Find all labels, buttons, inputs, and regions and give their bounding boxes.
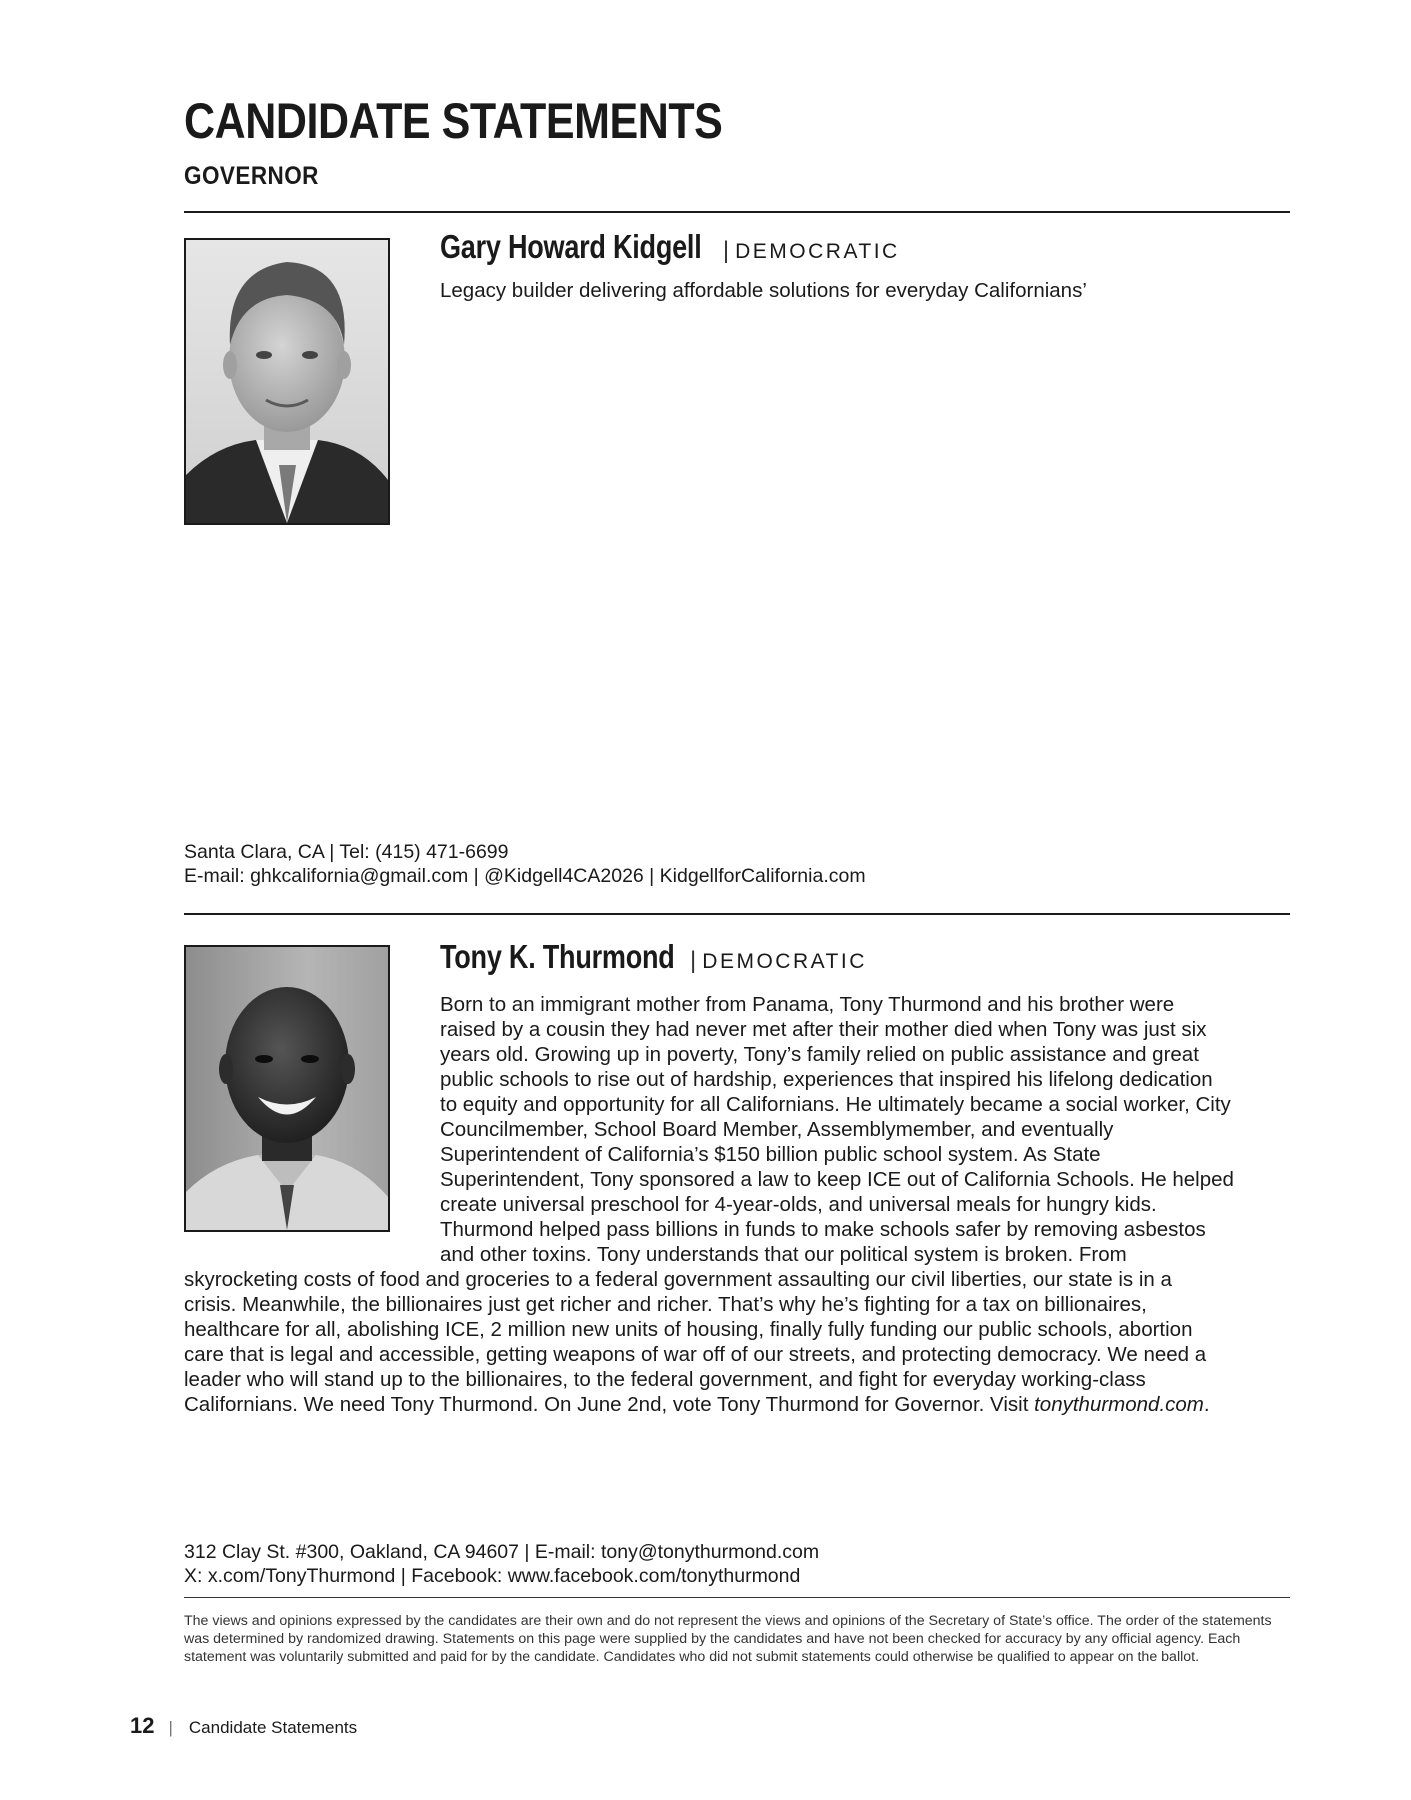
statement-line: crisis. Meanwhile, the billionaires just get richer and richer. That’s why he’s fighting for a tax on billionaires,: [184, 1293, 1147, 1316]
candidate-statement-wrapped: [440, 992, 1234, 1267]
contact-line: E-mail: ghkcalifornia@gmail.com | @Kidgell4CA2026 | KidgellforCalifornia.com: [184, 865, 866, 887]
contact-line: 312 Clay St. #300, Oakland, CA 94607 | E-mail: tony@tonythurmond.com: [184, 1541, 820, 1563]
candidate-photo-kidgell: [184, 238, 390, 525]
statement-line: [184, 1392, 1210, 1417]
section-divider: [184, 211, 1290, 213]
candidate-name: Gary Howard Kidgell: [440, 228, 702, 265]
candidate-party: DEMOCRATIC: [735, 240, 900, 263]
portrait-illustration: [186, 947, 388, 1230]
statement-line: create universal preschool for 4-year-olds, and universal meals for hungry kids.: [440, 1193, 1157, 1216]
disclaimer-text: The views and opinions expressed by the candidates are their own and do not represent the views and opinions of the Secretary of State’s office. The order of the statements was determined by randomized drawing. Statements on this page were supplied by the candidates and have not been checked for accuracy by any official agency. Each statement was voluntarily submitted and paid for by the candidate. Candidates who did not submit statements could otherwise be qualified to appear on the ballot.: [184, 1613, 1272, 1665]
candidate-contact: [184, 1540, 819, 1588]
statement-line: Superintendent, Tony sponsored a law to keep ICE out of California Schools. He helped: [440, 1168, 1234, 1191]
statement-line: Councilmember, School Board Member, Assemblymember, and eventually: [440, 1118, 1114, 1141]
page-footer: [130, 1713, 357, 1739]
statement-line: public schools to rise out of hardship, experiences that inspired his lifelong dedication: [440, 1068, 1213, 1091]
name-party-separator: |: [690, 947, 697, 974]
website-link[interactable]: tonythurmond.com: [1034, 1393, 1204, 1416]
statement-line: years old. Growing up in poverty, Tony’s family relied on public assistance and great: [440, 1043, 1199, 1066]
statement-line: healthcare for all, abolishing ICE, 2 million new units of housing, finally fully funding our public schools, abortion: [184, 1318, 1193, 1341]
contact-line: Santa Clara, CA | Tel: (415) 471-6699: [184, 841, 509, 863]
statement-line: to equity and opportunity for all Californians. He ultimately became a social worker, City: [440, 1093, 1231, 1116]
statement-line: and other toxins. Tony understands that our political system is broken. From: [440, 1243, 1127, 1266]
section-name: Candidate Statements: [188, 1718, 358, 1737]
candidate-header: [440, 228, 900, 266]
page-title: CANDIDATE STATEMENTS: [184, 93, 723, 149]
candidate-photo-thurmond: [184, 945, 390, 1232]
statement-line: skyrocketing costs of food and groceries to a federal government assaulting our civil liberties, our state is in a: [184, 1268, 1172, 1291]
candidate-statement: Legacy builder delivering affordable solutions for everyday Californians’: [440, 279, 1087, 302]
office-heading: GOVERNOR: [184, 162, 319, 190]
section-divider: [184, 913, 1290, 915]
statement-line: Born to an immigrant mother from Panama, Tony Thurmond and his brother were: [440, 993, 1175, 1016]
statement-line: care that is legal and accessible, getting weapons of war off of our streets, and protecting democracy. We need a: [184, 1343, 1207, 1366]
name-party-separator: |: [722, 237, 730, 264]
statement-line: leader who will stand up to the billionaires, to the federal government, and fight for everyday working-class: [184, 1368, 1146, 1391]
contact-line: X: x.com/TonyThurmond | Facebook: www.facebook.com/tonythurmond: [184, 1565, 801, 1587]
candidate-contact: [184, 840, 866, 888]
footer-separator: |: [168, 1718, 173, 1737]
candidate-statement-full: [184, 1267, 1210, 1417]
statement-line: Thurmond helped pass billions in funds to make schools safer by removing asbestos: [440, 1218, 1206, 1241]
candidate-party: DEMOCRATIC: [702, 950, 867, 973]
candidate-header: [440, 938, 867, 976]
statement-text: Californians. We need Tony Thurmond. On June 2nd, vote Tony Thurmond for Governor. Visit: [184, 1393, 1035, 1416]
statement-line: raised by a cousin they had never met after their mother died when Tony was just six: [440, 1018, 1207, 1041]
candidate-name: Tony K. Thurmond: [440, 938, 675, 975]
statement-text: .: [1203, 1393, 1210, 1416]
statement-line: Superintendent of California’s $150 billion public school system. As State: [440, 1143, 1101, 1166]
footer-divider: [184, 1597, 1290, 1598]
portrait-illustration: [186, 240, 388, 523]
page-number: 12: [130, 1713, 155, 1738]
